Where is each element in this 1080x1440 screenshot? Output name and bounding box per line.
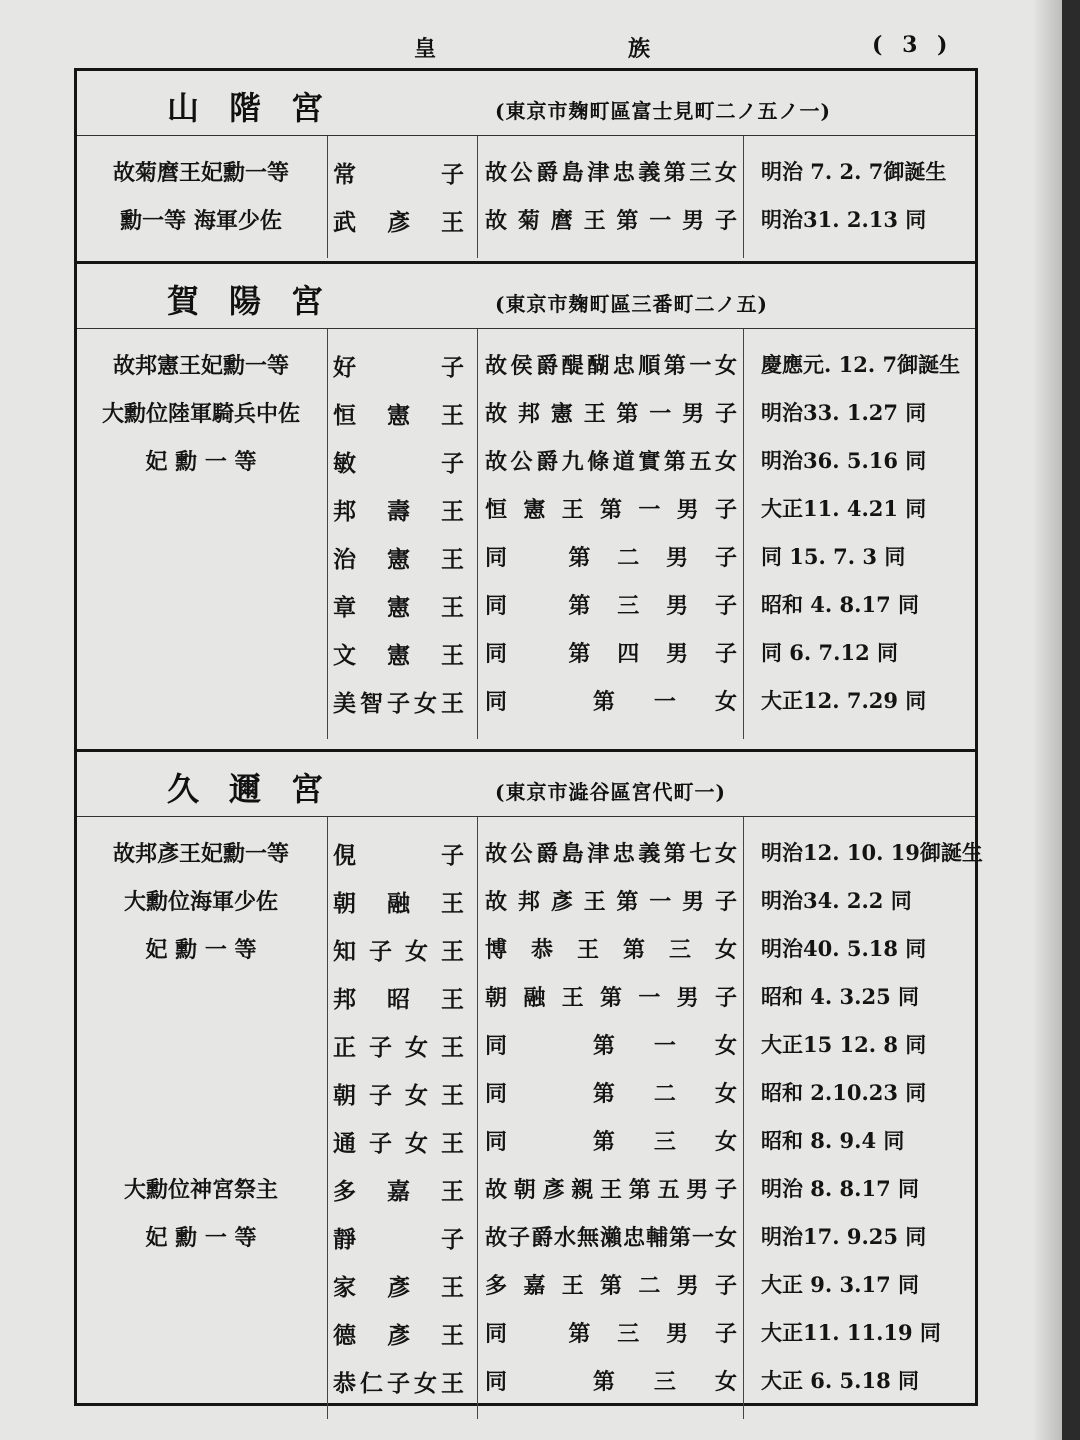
- member-name: 敏子: [333, 450, 465, 477]
- member-row: [77, 194, 975, 242]
- member-title: 故邦彥王妃勳一等: [112, 841, 289, 867]
- member-birth: 同 15. 7. 3 同: [761, 544, 906, 569]
- member-title: 大勳位海軍少佐: [123, 889, 278, 915]
- member-name: 朝子女王: [333, 1082, 465, 1109]
- member-title: 故邦憲王妃勳一等: [112, 353, 289, 379]
- member-title: 妃 勳 一 等: [145, 449, 257, 475]
- member-name: 常子: [333, 161, 465, 188]
- member-relation: 故公爵島津忠義第七女: [485, 841, 737, 867]
- member-name: 文憲王: [333, 642, 465, 669]
- member-row: [77, 827, 983, 875]
- member-row: [77, 923, 975, 971]
- house-section: [77, 71, 975, 258]
- member-birth: 大正11. 11.19 同: [761, 1320, 941, 1345]
- house-name: 山階宮: [167, 89, 354, 127]
- member-relation: 故朝彥親王第五男子: [485, 1177, 737, 1203]
- member-relation: 故菊麿王第一男子: [485, 208, 737, 234]
- house-address: (東京市澁谷區宮代町一): [495, 780, 726, 804]
- member-name: 正子女王: [333, 1034, 465, 1061]
- member-relation: 同 第三男子: [485, 1321, 737, 1347]
- member-title: 故菊麿王妃勳一等: [112, 160, 289, 186]
- member-relation: 同 第二男子: [485, 545, 737, 571]
- member-row: [77, 435, 975, 483]
- house-name: 賀陽宮: [167, 282, 354, 320]
- member-birth: 明治33. 1.27 同: [761, 400, 927, 425]
- member-relation: 故侯爵醍醐忠順第一女: [485, 353, 737, 379]
- member-name: 美智子女王: [333, 690, 465, 717]
- member-relation: 故邦彥王第一男子: [485, 889, 737, 915]
- house-rows: [77, 329, 975, 739]
- member-birth: 同 6. 7.12 同: [761, 640, 899, 665]
- member-name: 恭仁子女王: [333, 1370, 465, 1397]
- member-birth: 明治31. 2.13 同: [761, 207, 927, 232]
- member-row: [77, 1259, 975, 1307]
- running-head-middle: 族: [628, 36, 651, 62]
- member-relation: 博恭王第三女: [485, 937, 737, 963]
- member-name: 恒憲王: [333, 402, 465, 429]
- member-relation: 多嘉王第二男子: [485, 1273, 737, 1299]
- member-name: 邦壽王: [333, 498, 465, 525]
- member-birth: 大正15 12. 8 同: [761, 1032, 927, 1057]
- house-address: (東京市麹町區三番町二ノ五): [495, 292, 768, 316]
- member-row: [77, 339, 975, 387]
- imperial-family-table: [74, 68, 983, 1406]
- house-section: [77, 261, 975, 739]
- member-row: [77, 1163, 975, 1211]
- member-relation: 同 第三男子: [485, 593, 737, 619]
- member-birth: 昭和 4. 8.17 同: [761, 592, 920, 617]
- house-header: [77, 752, 975, 817]
- member-birth: 昭和 2.10.23 同: [761, 1080, 927, 1105]
- member-row: [77, 1115, 975, 1163]
- member-relation: 同 第四男子: [485, 641, 737, 667]
- member-row: [77, 1355, 975, 1403]
- member-name: 邦昭王: [333, 986, 465, 1013]
- member-relation: 故子爵水無瀨忠輔第一女: [485, 1225, 737, 1251]
- member-relation: 故公爵島津忠義第三女: [485, 160, 737, 186]
- member-row: [77, 1067, 975, 1115]
- member-row: [77, 146, 975, 194]
- page-number: ( 3 ): [872, 32, 954, 58]
- member-row: [77, 971, 975, 1019]
- member-birth: 大正12. 7.29 同: [761, 688, 927, 713]
- member-relation: 同 第一女: [485, 1033, 737, 1059]
- member-row: [77, 675, 975, 723]
- house-header: [77, 264, 975, 329]
- member-birth: 明治40. 5.18 同: [761, 936, 927, 961]
- member-name: 靜子: [333, 1226, 465, 1253]
- house-section: [77, 749, 983, 1419]
- member-birth: 昭和 4. 3.25 同: [761, 984, 920, 1009]
- member-row: [77, 579, 975, 627]
- member-relation: 故邦憲王第一男子: [485, 401, 737, 427]
- member-name: 家彥王: [333, 1274, 465, 1301]
- member-birth: 慶應元. 12. 7御誕生: [761, 352, 961, 377]
- member-row: [77, 875, 975, 923]
- member-title: 大勳位神宮祭主: [123, 1177, 278, 1203]
- member-name: 俔子: [333, 842, 465, 869]
- member-row: [77, 1307, 975, 1355]
- member-birth: 明治34. 2.2 同: [761, 888, 912, 913]
- member-birth: 明治36. 5.16 同: [761, 448, 927, 473]
- member-relation: 同 第二女: [485, 1081, 737, 1107]
- member-relation: 故公爵九條道實第五女: [485, 449, 737, 475]
- member-row: [77, 627, 975, 675]
- member-row: [77, 531, 975, 579]
- member-name: 治憲王: [333, 546, 465, 573]
- member-name: 德彥王: [333, 1322, 465, 1349]
- member-birth: 明治 8. 8.17 同: [761, 1176, 920, 1201]
- member-birth: 大正11. 4.21 同: [761, 496, 927, 521]
- member-relation: 朝融王第一男子: [485, 985, 737, 1011]
- member-name: 好子: [333, 354, 465, 381]
- member-relation: 同 第三女: [485, 1369, 737, 1395]
- member-relation: 恒憲王第一男子: [485, 497, 737, 523]
- member-birth: 大正 6. 5.18 同: [761, 1368, 920, 1393]
- house-name: 久邇宮: [167, 770, 354, 808]
- member-title: 妃 勳 一 等: [145, 937, 257, 963]
- member-name: 武彥王: [333, 209, 465, 236]
- member-relation: 同 第一女: [485, 689, 737, 715]
- member-name: 朝融王: [333, 890, 465, 917]
- member-title: 妃 勳 一 等: [145, 1225, 257, 1251]
- member-row: [77, 1211, 975, 1259]
- house-rows: [77, 136, 975, 258]
- house-rows: [77, 817, 983, 1419]
- member-birth: 明治 7. 2. 7御誕生: [761, 159, 947, 184]
- member-name: 多嘉王: [333, 1178, 465, 1205]
- member-name: 通子女王: [333, 1130, 465, 1157]
- member-title: 大勳位陸軍騎兵中佐: [101, 401, 300, 427]
- running-head-left: 皇: [414, 36, 437, 62]
- member-row: [77, 483, 975, 531]
- member-birth: 大正 9. 3.17 同: [761, 1272, 920, 1297]
- member-birth: 明治17. 9.25 同: [761, 1224, 927, 1249]
- member-relation: 同 第三女: [485, 1129, 737, 1155]
- member-row: [77, 1019, 975, 1067]
- house-address: (東京市麹町區富士見町二ノ五ノ一): [495, 99, 831, 123]
- member-birth: 昭和 8. 9.4 同: [761, 1128, 905, 1153]
- member-title: 勳一等 海軍少佐: [120, 208, 282, 234]
- running-head: [0, 28, 1062, 68]
- member-birth: 明治12. 10. 19御誕生: [761, 840, 983, 865]
- house-header: [77, 71, 975, 136]
- member-name: 知子女王: [333, 938, 465, 965]
- member-name: 章憲王: [333, 594, 465, 621]
- member-row: [77, 387, 975, 435]
